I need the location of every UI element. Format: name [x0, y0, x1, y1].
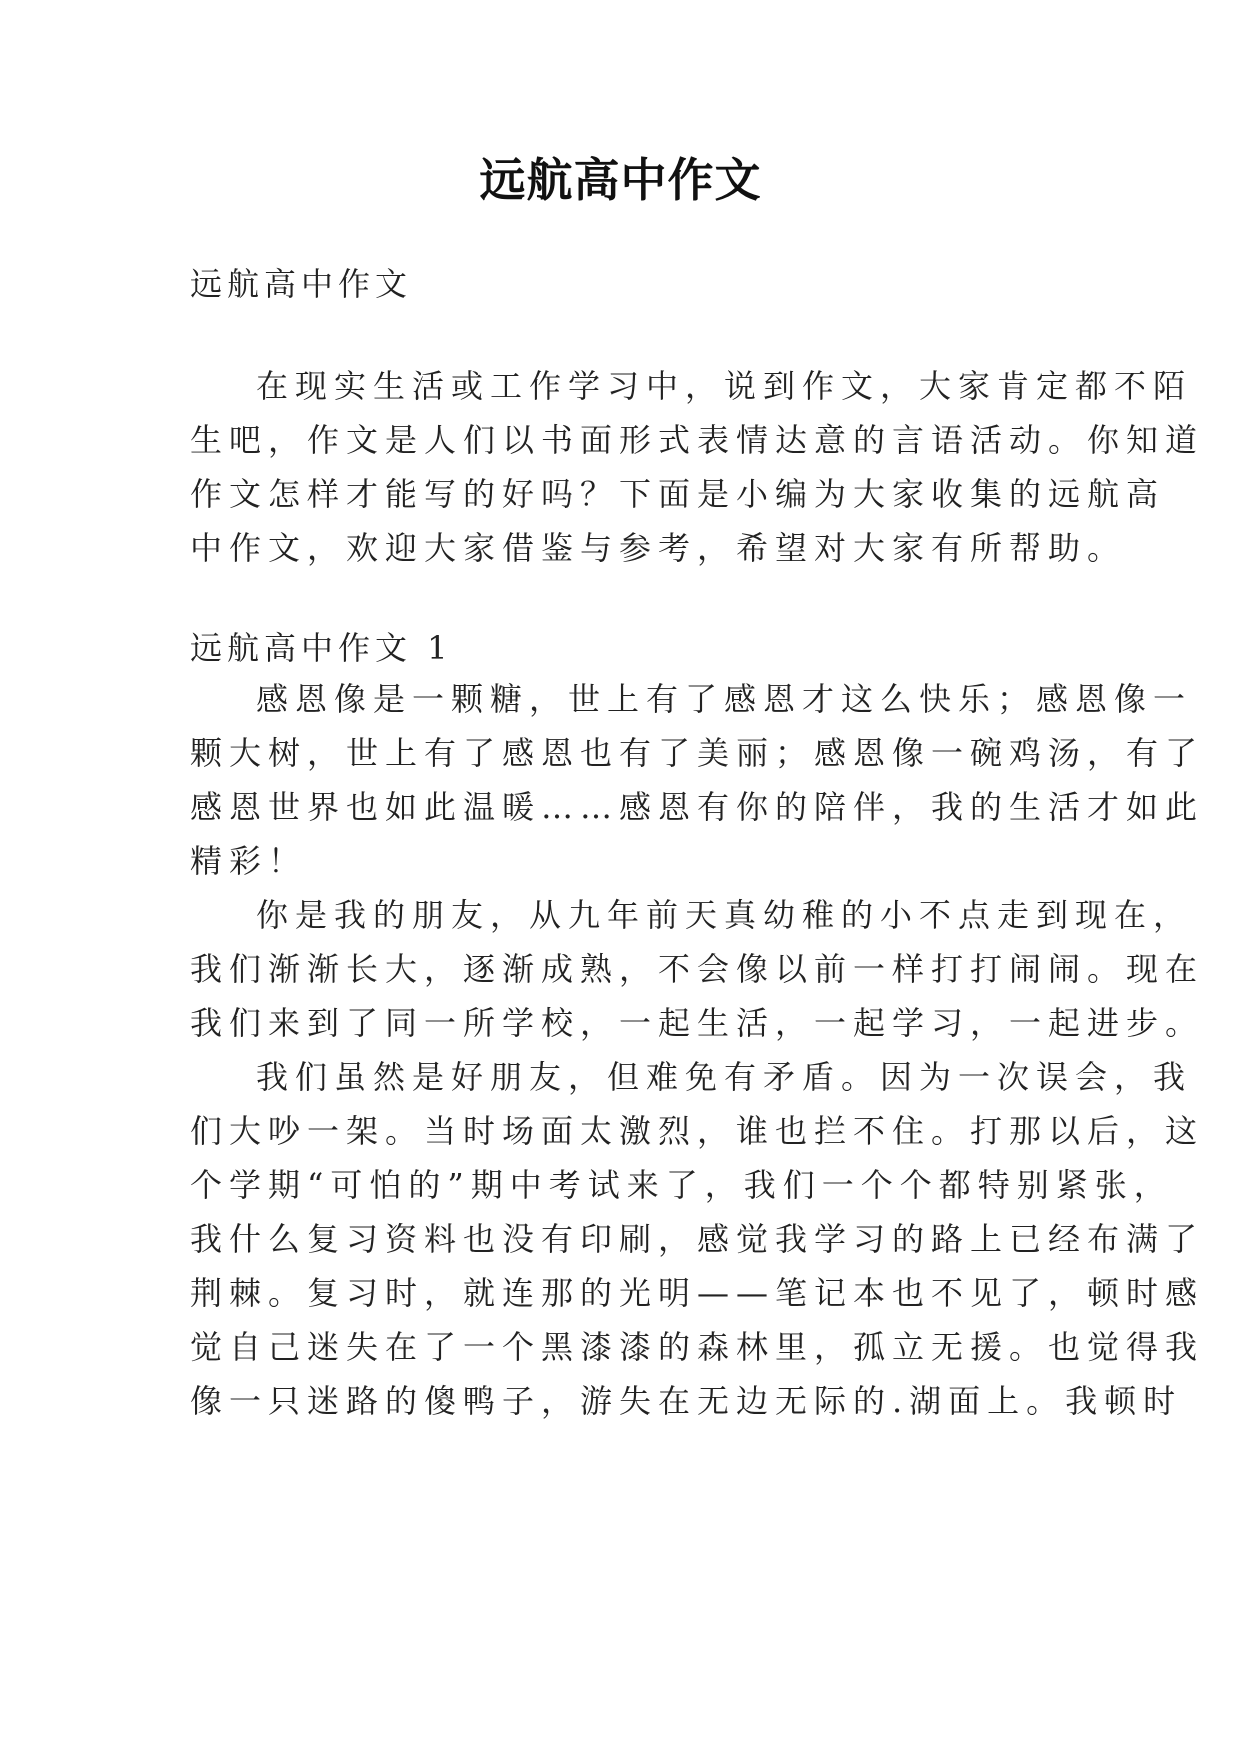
paragraph-line: 我们渐渐长大，逐渐成熟，不会像以前一样打打闹闹。现在: [190, 950, 1205, 988]
intro-line: 在现实生活或工作学习中，说到作文，大家肯定都不陌: [256, 367, 1193, 405]
paragraph-line: 我们虽然是好朋友，但难免有矛盾。因为一次误会，我: [256, 1058, 1193, 1096]
paragraph-line: 你是我的朋友，从九年前天真幼稚的小不点走到现在，: [256, 896, 1193, 934]
document-subtitle: 远航高中作文: [190, 265, 413, 303]
paragraph-line: 颗大树，世上有了感恩也有了美丽；感恩像一碗鸡汤，有了: [190, 734, 1205, 772]
intro-line: 作文怎样才能写的好吗？下面是小编为大家收集的远航高: [190, 475, 1166, 513]
paragraph-line: 感恩世界也如此温暖……感恩有你的陪伴，我的生活才如此: [190, 788, 1205, 826]
document-title: 远航高中作文: [479, 153, 762, 207]
paragraph-line: 觉自己迷失在了一个黑漆漆的森林里，孤立无援。也觉得我: [190, 1328, 1205, 1366]
intro-line: 中作文，欢迎大家借鉴与参考，希望对大家有所帮助。: [190, 529, 1127, 567]
paragraph-line: 个学期“可怕的”期中考试来了，我们一个个都特别紧张，: [190, 1166, 1173, 1204]
paragraph-line: 精彩！: [190, 842, 308, 880]
paragraph-line: 们大吵一架。当时场面太激烈，谁也拦不住。打那以后，这: [190, 1112, 1205, 1150]
paragraph-line: 荆棘。复习时，就连那的光明——笔记本也不见了，顿时感: [190, 1274, 1205, 1312]
section-heading: 远航高中作文 1: [190, 629, 453, 667]
paragraph-line: 感恩像是一颗糖，世上有了感恩才这么快乐；感恩像一: [256, 680, 1193, 718]
intro-line: 生吧，作文是人们以书面形式表情达意的言语活动。你知道: [190, 421, 1205, 459]
paragraph-line: 像一只迷路的傻鸭子，游失在无边无际的.湖面上。我顿时: [190, 1382, 1183, 1420]
paragraph-line: 我什么复习资料也没有印刷，感觉我学习的路上已经布满了: [190, 1220, 1205, 1258]
paragraph-line: 我们来到了同一所学校，一起生活，一起学习，一起进步。: [190, 1004, 1205, 1042]
